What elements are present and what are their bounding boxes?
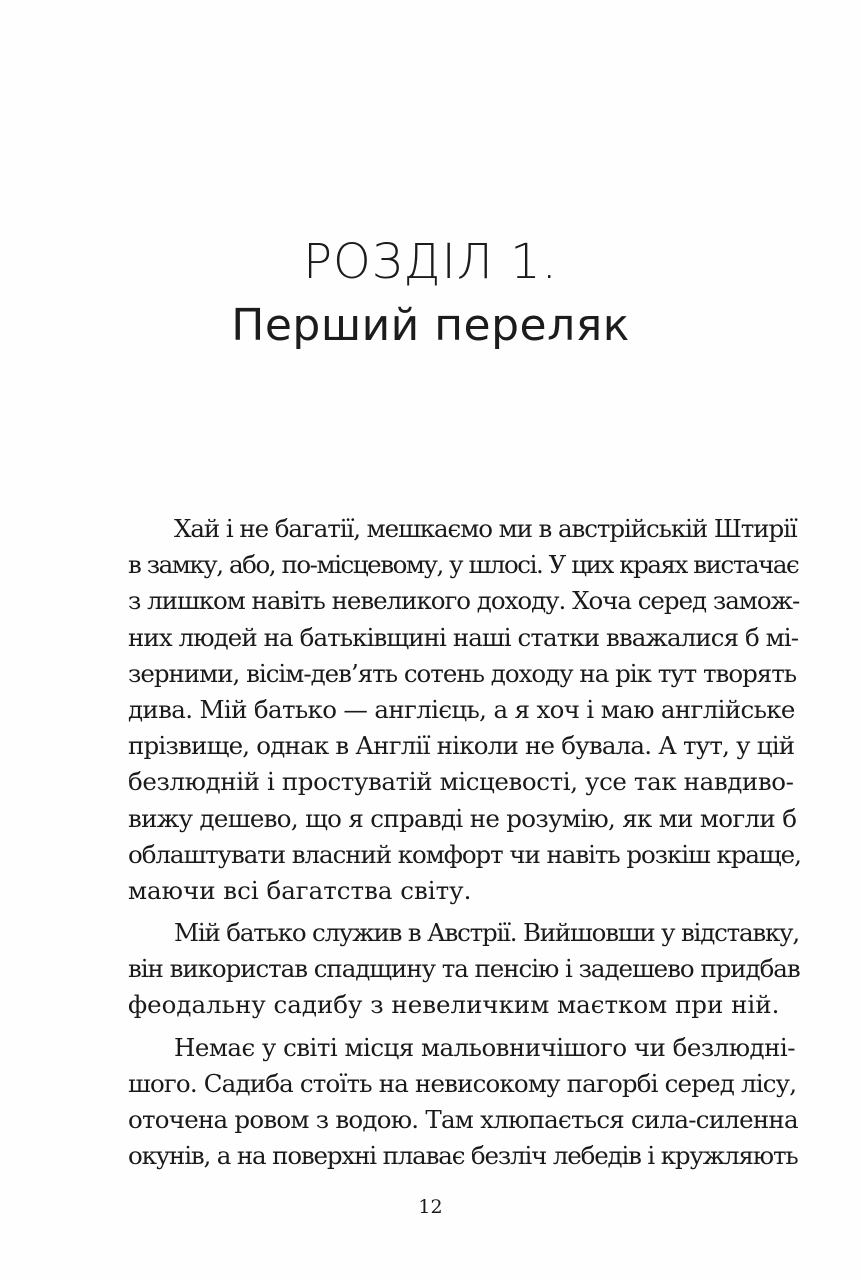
text-line: облаштувати власний комфорт чи навіть розкіш краще, — [128, 839, 801, 869]
text-line: він використав спадщину та пенсію і задешево придбав — [128, 954, 800, 984]
text-line: безлюдній і простуватій місцевості, усе так навдиво- — [128, 767, 794, 797]
text-line: маючи всі багатства світу. — [128, 875, 472, 905]
page-number: 12 — [418, 1196, 443, 1218]
text-line: в замку, або, по-місцевому, у шлосі. У цих краях вистачає — [128, 550, 799, 580]
chapter-title: Перший переляк — [231, 300, 630, 351]
chapter-body — [128, 511, 801, 1174]
text-line: дива. Мій батько — англієць, а я хоч і маю англійське — [128, 694, 795, 724]
text-line: оточена ровом з водою. Там хлюпається сила-силенна — [128, 1105, 798, 1134]
text-line: окунів, а на поверхні плаває безліч лебедів і кружляють — [128, 1141, 798, 1171]
text-line: шого. Садиба стоїть на невисокому пагорбі серед лісу, — [128, 1068, 797, 1098]
paragraph — [128, 915, 800, 1024]
chapter-number: РОЗДІЛ 1. — [303, 234, 558, 290]
text-line: зерними, вісім-дев’ять сотень доходу на рік тут творять — [128, 658, 797, 688]
text-line: прізвище, однак в Англії ніколи не бувала. А тут, у цій — [128, 731, 795, 761]
paragraph — [128, 511, 801, 909]
paragraph — [128, 1030, 798, 1175]
text-line: з лишком навіть невеликого доходу. Хоча серед замож- — [128, 586, 800, 616]
text-line: них людей на батьківщині наші статки вважалися б мі- — [128, 622, 799, 652]
text-line: Мій батько служив в Австрії. Вийшовши у відставку, — [174, 918, 799, 948]
text-line: феодальну садибу з невеличким маєтком при ній. — [128, 990, 780, 1020]
text-line: вижу дешево, що я справді не розумію, як ми могли б — [128, 803, 797, 833]
text-line: Немає у світі місця мальовничішого чи безлюдні- — [174, 1032, 795, 1062]
text-line: Хай і не багатії, мешкаємо ми в австрійській Штирії — [174, 514, 797, 543]
